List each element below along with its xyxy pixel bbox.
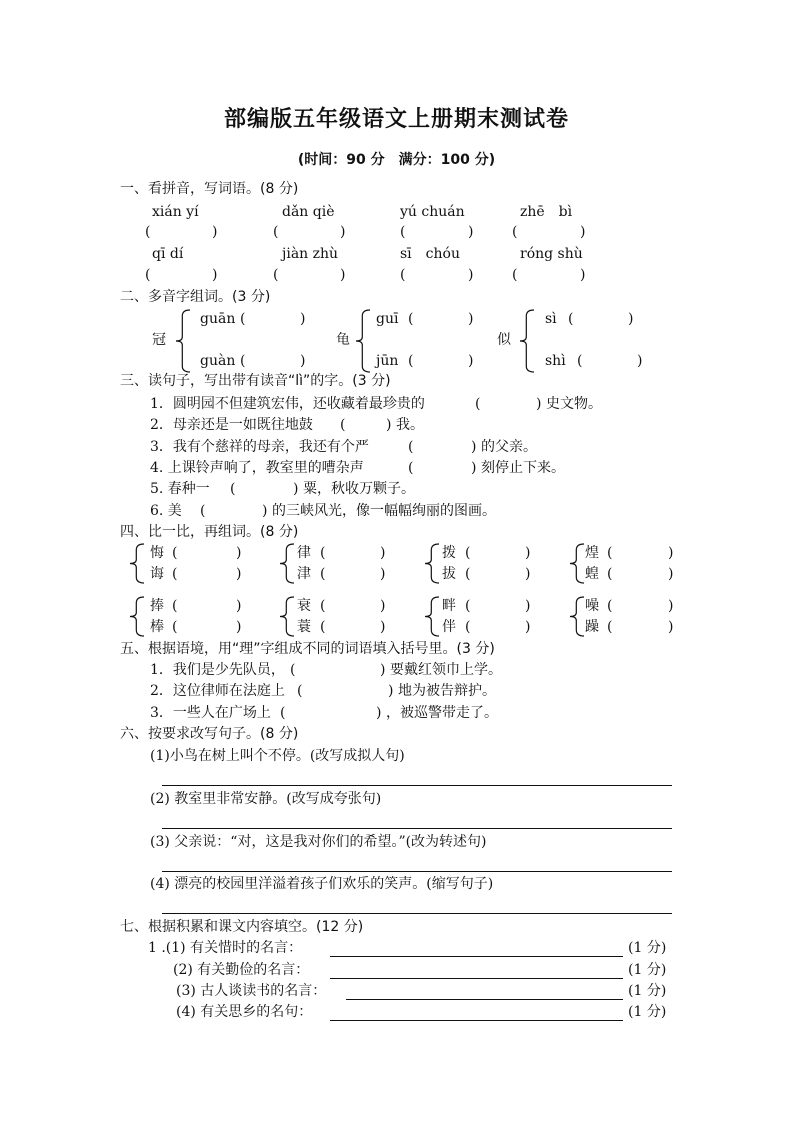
- pinyin-answer-open: (: [145, 267, 151, 283]
- answer-blank[interactable]: [473, 597, 525, 615]
- sentence-answer-close: ): [471, 460, 477, 476]
- sentence-answer-open: (: [475, 396, 481, 412]
- pinyin-2: yú chuán: [400, 204, 465, 220]
- sentence-6-end: 的三峡风光，像一幅幅绚丽的图画。: [272, 503, 496, 519]
- answer-blank[interactable]: [416, 352, 468, 370]
- compare-answer-close: ): [236, 566, 242, 582]
- compare-answer-open: (: [465, 566, 471, 582]
- sentence-answer-open: (: [408, 460, 414, 476]
- compare-answer-open: (: [172, 598, 178, 614]
- li-sentence-1: 1．我们是少先队员，: [150, 662, 285, 678]
- compare-answer-open: (: [320, 598, 326, 614]
- polyphone-char: 冠: [152, 332, 166, 348]
- sentence-answer-close: ): [386, 417, 392, 433]
- pinyin-reading: jūn: [376, 353, 399, 369]
- pinyin-6: sī chóu: [400, 246, 460, 262]
- answer-blank[interactable]: [615, 565, 668, 583]
- compare-answer-close: ): [380, 545, 386, 561]
- sentence-answer-close: ): [536, 396, 542, 412]
- answer-blank[interactable]: [408, 266, 468, 284]
- pinyin-answer-close: ): [340, 224, 346, 240]
- answer-line[interactable]: [162, 913, 672, 914]
- answer-line[interactable]: [162, 785, 672, 786]
- brace-icon: [570, 544, 584, 583]
- pinyin-7: róng shù: [520, 246, 583, 262]
- pinyin-answer-close: ): [468, 224, 474, 240]
- pinyin-answer-close: ): [212, 224, 218, 240]
- sentence-answer-open: (: [408, 439, 414, 455]
- compare-char: 律: [297, 545, 311, 561]
- sentence-3: 3．我有个慈祥的母亲，我还有个严: [150, 439, 369, 455]
- brace-icon: [520, 310, 534, 372]
- sentence-answer-open: (: [200, 503, 206, 519]
- answer-blank[interactable]: [328, 565, 380, 583]
- pinyin-answer-close: ): [340, 267, 346, 283]
- answer-blank[interactable]: [305, 682, 388, 700]
- polyphone-answer-close: ): [468, 353, 474, 369]
- brace-icon: [280, 544, 294, 583]
- brace-icon: [130, 544, 144, 583]
- compare-answer-open: (: [607, 566, 613, 582]
- answer-blank[interactable]: [416, 459, 471, 477]
- pinyin-reading: sì: [545, 311, 557, 327]
- answer-blank[interactable]: [328, 544, 380, 562]
- brace-icon: [130, 597, 144, 636]
- compare-answer-close: ): [668, 545, 674, 561]
- compare-char: 拨: [442, 545, 456, 561]
- rewrite-task-2: (2) 教室里非常安静。(改写成夸张句): [150, 791, 382, 807]
- fill-item-4: (4) 有关思乡的名句：: [176, 1004, 313, 1020]
- answer-line[interactable]: [330, 1020, 623, 1021]
- sentence-answer-close: ): [262, 503, 268, 519]
- section-3-header: 三、读句子，写出带有读音“lì”的字。(3 分): [120, 373, 391, 389]
- answer-blank[interactable]: [153, 223, 212, 241]
- answer-blank[interactable]: [288, 704, 376, 722]
- pinyin-answer-close: ): [212, 267, 218, 283]
- compare-answer-open: (: [607, 545, 613, 561]
- polyphone-answer-open: (: [577, 353, 583, 369]
- section-5-header: 五、根据语境，用“理”字组成不同的词语填入括号里。(3 分): [120, 641, 495, 657]
- answer-blank[interactable]: [328, 618, 380, 636]
- fill-item-3: (3) 古人谈读书的名言：: [176, 983, 327, 999]
- compare-answer-open: (: [607, 598, 613, 614]
- answer-blank[interactable]: [473, 544, 525, 562]
- sentence-4-end: 刻停止下来。: [481, 460, 565, 476]
- answer-blank[interactable]: [576, 310, 628, 328]
- polyphone-answer-open: (: [408, 311, 414, 327]
- compare-answer-close: ): [236, 598, 242, 614]
- compare-answer-open: (: [172, 545, 178, 561]
- pinyin-reading: shì: [545, 353, 566, 369]
- answer-blank[interactable]: [281, 223, 340, 241]
- li-answer-close: ): [376, 705, 382, 721]
- section-4-header: 四、比一比，再组词。(8 分): [120, 524, 299, 540]
- item-score: (1 分): [628, 962, 667, 978]
- answer-blank[interactable]: [348, 416, 386, 434]
- pinyin-reading: guī: [376, 311, 399, 327]
- pinyin-0: xián yí: [152, 204, 199, 220]
- answer-blank[interactable]: [180, 597, 236, 615]
- pinyin-answer-open: (: [273, 224, 279, 240]
- answer-blank[interactable]: [615, 618, 668, 636]
- pinyin-reading: guàn: [200, 353, 236, 369]
- brace-icon: [425, 597, 439, 636]
- fill-item-2: (2) 有关勤俭的名言：: [173, 962, 310, 978]
- answer-blank[interactable]: [473, 565, 525, 583]
- compare-answer-close: ): [525, 566, 531, 582]
- answer-blank[interactable]: [520, 223, 580, 241]
- compare-char: 躁: [585, 619, 599, 635]
- answer-blank[interactable]: [416, 310, 468, 328]
- compare-answer-close: ): [525, 619, 531, 635]
- sentence-answer-close: ): [293, 481, 299, 497]
- item-score: (1 分): [628, 983, 667, 999]
- polyphone-answer-close: ): [637, 353, 643, 369]
- brace-icon: [570, 597, 584, 636]
- answer-blank[interactable]: [238, 480, 293, 498]
- compare-answer-close: ): [380, 619, 386, 635]
- answer-blank[interactable]: [328, 597, 380, 615]
- compare-answer-close: ): [668, 598, 674, 614]
- item-score: (1 分): [628, 940, 667, 956]
- compare-char: 津: [297, 566, 311, 582]
- polyphone-answer-close: ): [300, 311, 306, 327]
- answer-blank[interactable]: [585, 352, 637, 370]
- exam-time-and-score: (时间：90 分 满分：100 分): [297, 152, 496, 168]
- answer-line[interactable]: [162, 828, 672, 829]
- section-7-header: 七、根据积累和课文内容填空。(12 分): [120, 919, 364, 935]
- answer-blank[interactable]: [180, 565, 236, 583]
- answer-blank[interactable]: [180, 618, 236, 636]
- brace-icon: [280, 597, 294, 636]
- compare-answer-open: (: [172, 566, 178, 582]
- li-sentence-2-end: 地为被告辩护。: [398, 683, 496, 699]
- sentence-5-end: 粟，秋收万颗子。: [303, 481, 415, 497]
- compare-answer-open: (: [172, 619, 178, 635]
- sentence-6: 6. 美: [150, 503, 182, 519]
- li-answer-close: ): [380, 662, 386, 678]
- li-sentence-1-end: 要戴红领巾上学。: [390, 662, 502, 678]
- compare-answer-close: ): [236, 545, 242, 561]
- compare-answer-open: (: [607, 619, 613, 635]
- compare-char: 悔: [150, 545, 164, 561]
- polyphone-answer-close: ): [300, 353, 306, 369]
- pinyin-answer-open: (: [400, 267, 406, 283]
- compare-char: 诲: [150, 566, 164, 582]
- brace-icon: [425, 544, 439, 583]
- answer-blank[interactable]: [248, 352, 300, 370]
- answer-blank[interactable]: [473, 618, 525, 636]
- answer-blank[interactable]: [408, 223, 468, 241]
- compare-answer-open: (: [465, 545, 471, 561]
- polyphone-answer-close: ): [468, 311, 474, 327]
- compare-answer-close: ): [380, 598, 386, 614]
- li-answer-open: (: [280, 705, 286, 721]
- sentence-1: 1．圆明园不但建筑宏伟，还收藏着最珍贵的: [150, 396, 425, 412]
- pinyin-1: dǎn qiè: [282, 204, 335, 220]
- pinyin-answer-open: (: [512, 267, 518, 283]
- compare-char: 拔: [442, 566, 456, 582]
- li-sentence-3: 3．一些人在广场上: [150, 705, 271, 721]
- compare-char: 衰: [297, 598, 311, 614]
- pinyin-4: qī dí: [152, 246, 184, 262]
- li-answer-open: (: [297, 683, 303, 699]
- sentence-2: 2．母亲还是一如既往地鼓: [150, 417, 313, 433]
- brace-icon: [356, 310, 370, 372]
- answer-blank[interactable]: [208, 502, 262, 520]
- rewrite-task-1: (1)小鸟在树上叫个不停。(改写成拟人句): [150, 748, 405, 764]
- compare-answer-open: (: [320, 566, 326, 582]
- answer-blank[interactable]: [483, 395, 536, 413]
- page-title: 部编版五年级语文上册期末测试卷: [223, 107, 569, 132]
- polyphone-answer-open: (: [568, 311, 574, 327]
- item-score: (1 分): [628, 1004, 667, 1020]
- compare-answer-close: ): [525, 545, 531, 561]
- sentence-answer-close: ): [471, 439, 477, 455]
- polyphone-char: 龟: [336, 332, 350, 348]
- section-2-header: 二、多音字组词。(3 分): [120, 289, 271, 305]
- sentence-2-end: 我。: [396, 417, 424, 433]
- sentence-5: 5. 春种一: [150, 481, 210, 497]
- section-1-header: 一、看拼音，写词语。(8 分): [120, 181, 299, 197]
- compare-char: 棒: [150, 619, 164, 635]
- compare-char: 蓑: [297, 619, 311, 635]
- compare-answer-open: (: [320, 545, 326, 561]
- compare-char: 伴: [442, 619, 456, 635]
- answer-blank[interactable]: [180, 544, 236, 562]
- compare-char: 捧: [150, 598, 164, 614]
- pinyin-answer-open: (: [400, 224, 406, 240]
- sentence-4: 4. 上课铃声响了，教室里的嘈杂声: [150, 460, 364, 476]
- answer-blank[interactable]: [248, 310, 300, 328]
- sentence-1-end: 史文物。: [546, 396, 602, 412]
- pinyin-answer-close: ): [468, 267, 474, 283]
- sentence-answer-open: (: [340, 417, 346, 433]
- brace-icon: [176, 310, 190, 372]
- compare-char: 畔: [442, 598, 456, 614]
- compare-answer-close: ): [525, 598, 531, 614]
- compare-char: 煌: [585, 545, 599, 561]
- answer-line[interactable]: [330, 956, 623, 957]
- li-sentence-2: 2．这位律师在法庭上: [150, 683, 285, 699]
- polyphone-char: 似: [497, 332, 511, 348]
- compare-answer-close: ): [380, 566, 386, 582]
- fill-item-1: 1 .(1) 有关惜时的名言：: [148, 940, 303, 956]
- answer-blank[interactable]: [520, 266, 580, 284]
- rewrite-task-3: (3) 父亲说：“对，这是我对你们的希望。”(改为转述句): [150, 834, 487, 850]
- polyphone-answer-open: (: [240, 311, 246, 327]
- answer-line[interactable]: [162, 871, 672, 872]
- sentence-3-end: 的父亲。: [481, 439, 537, 455]
- answer-blank[interactable]: [615, 597, 668, 615]
- compare-answer-close: ): [668, 566, 674, 582]
- compare-char: 噪: [585, 598, 599, 614]
- li-answer-close: ): [388, 683, 394, 699]
- li-answer-open: (: [290, 662, 296, 678]
- pinyin-3: zhē bì: [520, 204, 573, 220]
- answer-blank[interactable]: [153, 266, 212, 284]
- answer-blank[interactable]: [298, 661, 380, 679]
- answer-blank[interactable]: [615, 544, 668, 562]
- compare-char: 蝗: [585, 566, 599, 582]
- answer-blank[interactable]: [281, 266, 340, 284]
- li-sentence-3-end: ，被巡警带走了。: [386, 705, 498, 721]
- pinyin-answer-open: (: [512, 224, 518, 240]
- compare-answer-open: (: [320, 619, 326, 635]
- answer-blank[interactable]: [416, 438, 471, 456]
- pinyin-answer-open: (: [145, 224, 151, 240]
- compare-answer-open: (: [465, 619, 471, 635]
- pinyin-answer-close: ): [580, 267, 586, 283]
- compare-answer-close: ): [668, 619, 674, 635]
- pinyin-answer-close: ): [580, 224, 586, 240]
- pinyin-reading: guān: [200, 311, 236, 327]
- rewrite-task-4: (4) 漂亮的校园里洋溢着孩子们欢乐的笑声。(缩写句子): [150, 876, 494, 892]
- pinyin-answer-open: (: [273, 267, 279, 283]
- compare-answer-open: (: [465, 598, 471, 614]
- polyphone-answer-open: (: [408, 353, 414, 369]
- polyphone-answer-close: ): [628, 311, 634, 327]
- polyphone-answer-open: (: [240, 353, 246, 369]
- answer-line[interactable]: [330, 978, 623, 979]
- compare-answer-close: ): [236, 619, 242, 635]
- pinyin-5: jiàn zhù: [282, 246, 339, 262]
- answer-line[interactable]: [346, 999, 623, 1000]
- section-6-header: 六、按要求改写句子。(8 分): [120, 726, 299, 742]
- sentence-answer-open: (: [230, 481, 236, 497]
